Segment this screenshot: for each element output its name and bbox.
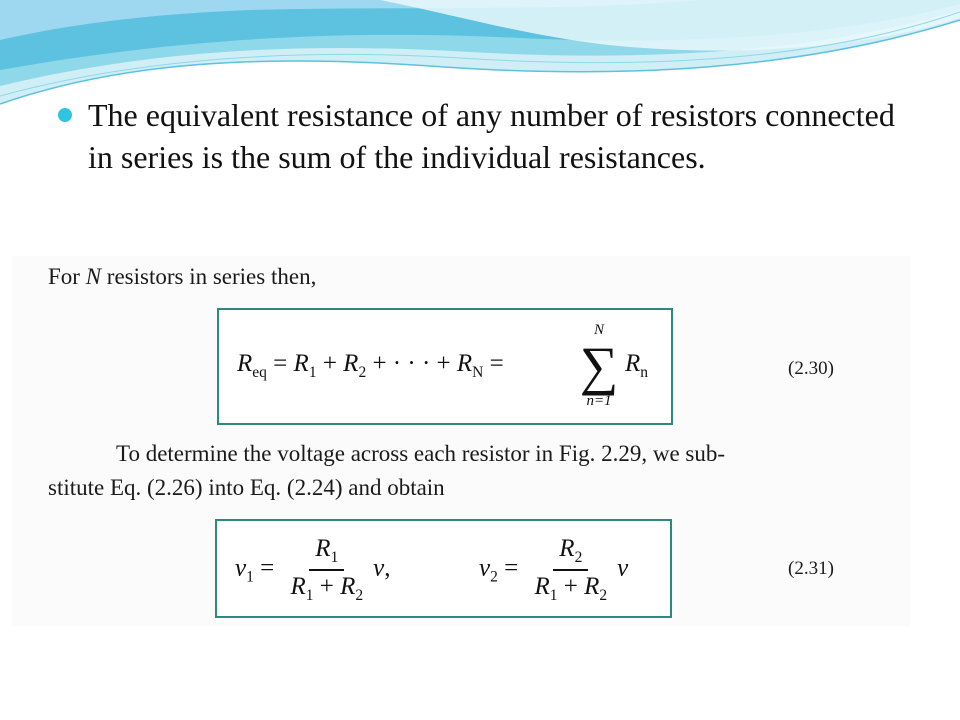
textbook-figure: [12, 256, 910, 626]
equation-box-2: [215, 519, 672, 618]
figure-intro: For N resistors in series then,: [48, 264, 317, 289]
bullet-point: [58, 94, 918, 178]
equation-2-31-v2: $v_2$ = $\frac{R_2}{R_1 + R_2}$ v: [479, 535, 629, 604]
equation-2-30: $R_{eq} = R_1 + R_2$ + · · · + $R_N$ =: [237, 350, 504, 381]
summation-term: $R_n$: [625, 350, 649, 381]
equation-number-1: (2.30): [788, 358, 834, 379]
equation-2-31-v1: $v_1$ = $\frac{R_1}{R_1 + R_2}$ v,: [235, 535, 391, 604]
equation-box-1: [217, 308, 673, 425]
equation-number-2: (2.31): [788, 558, 834, 579]
bullet-dot-icon: [58, 108, 72, 122]
summation-symbol: N ∑ n=1: [579, 322, 619, 409]
figure-paragraph: To determine the voltage across each resistor in Fig. 2.29, we sub- stitute Eq. (2.26) into Eq. (2.24) and obtain: [48, 441, 726, 500]
bullet-text: The equivalent resistance of any number of resistors connected in series is the sum of the individual resistances.: [88, 97, 895, 175]
